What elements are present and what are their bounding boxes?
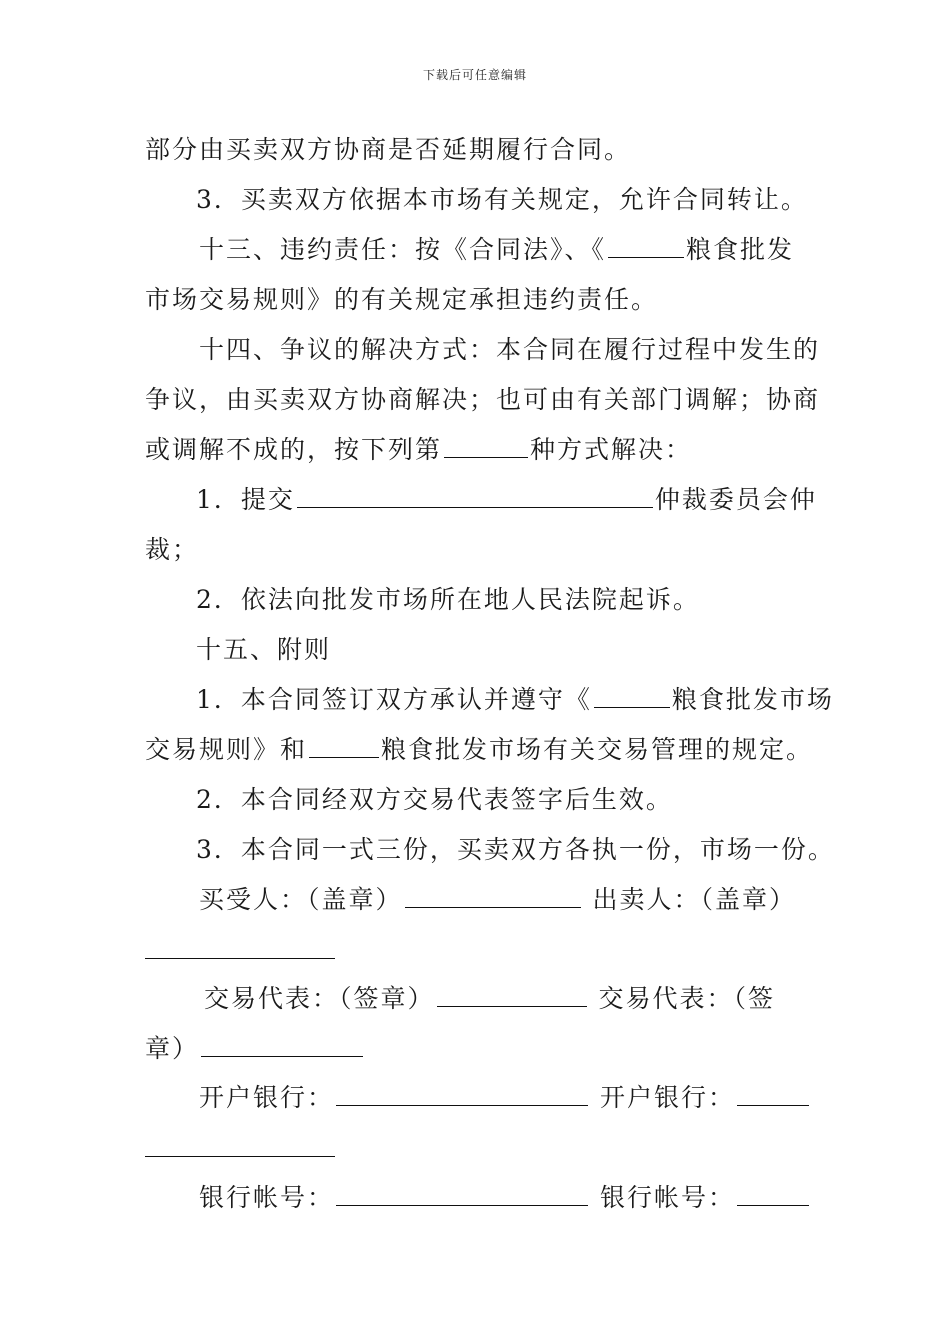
buyer-seal-label: 买受人：（盖章） bbox=[199, 885, 403, 914]
para-line bbox=[199, 234, 794, 266]
seller-rep-label-cont: 章） bbox=[145, 1034, 200, 1063]
para-text: 粮食批发 bbox=[686, 235, 795, 264]
blank-field[interactable] bbox=[309, 735, 379, 758]
blank-field[interactable] bbox=[297, 485, 653, 508]
para-text: 1．本合同签订双方承认并遵守《 bbox=[196, 685, 592, 714]
para-line: 十四、争议的解决方式：本合同在履行过程中发生的 bbox=[199, 335, 821, 364]
signature-line bbox=[199, 884, 796, 916]
account-line bbox=[199, 1182, 811, 1214]
bank-line bbox=[199, 1082, 811, 1114]
blank-field[interactable] bbox=[608, 235, 684, 258]
para-text: 仲裁委员会仲 bbox=[654, 485, 817, 514]
signature-line bbox=[145, 1033, 365, 1065]
para-line: 裁； bbox=[145, 535, 200, 564]
seller-rep-field[interactable] bbox=[201, 1034, 363, 1057]
seller-account-label: 银行帐号： bbox=[599, 1183, 735, 1212]
para-line bbox=[145, 434, 692, 466]
seller-bank-field[interactable] bbox=[737, 1083, 809, 1106]
para-text: 十三、违约责任：按《合同法》、《 bbox=[199, 235, 607, 264]
para-line: 3．买卖双方依据本市场有关规定，允许合同转让。 bbox=[196, 185, 808, 214]
seller-account-field[interactable] bbox=[737, 1183, 809, 1206]
para-text: 1．提交 bbox=[196, 485, 295, 514]
para-line: 2．本合同经双方交易代表签字后生效。 bbox=[196, 785, 673, 814]
page-header: 下载后可任意编辑 bbox=[422, 68, 527, 82]
para-line: 争议，由买卖双方协商解决；也可由有关部门调解；协商 bbox=[145, 385, 821, 414]
para-text: 或调解不成的，按下列第 bbox=[145, 435, 443, 464]
buyer-seal-field[interactable] bbox=[405, 885, 581, 908]
buyer-bank-label: 开户银行： bbox=[199, 1083, 335, 1112]
para-text: 种方式解决： bbox=[530, 435, 693, 464]
seller-bank-field-cont[interactable] bbox=[145, 1156, 335, 1157]
buyer-account-label: 银行帐号： bbox=[199, 1183, 335, 1212]
para-line: 市场交易规则》的有关规定承担违约责任。 bbox=[145, 285, 659, 314]
para-line bbox=[145, 734, 813, 766]
para-line bbox=[196, 484, 817, 516]
para-line: 2．依法向批发市场所在地人民法院起诉。 bbox=[196, 585, 700, 614]
seller-rep-label: 交易代表：（签 bbox=[598, 984, 775, 1013]
blank-field[interactable] bbox=[594, 685, 670, 708]
blank-field[interactable] bbox=[444, 435, 528, 458]
section-heading: 十五、附则 bbox=[196, 635, 332, 664]
buyer-account-field[interactable] bbox=[336, 1183, 588, 1206]
para-text: 粮食批发市场有关交易管理的规定。 bbox=[381, 735, 814, 764]
para-text: 粮食批发市场 bbox=[671, 685, 834, 714]
buyer-bank-field[interactable] bbox=[336, 1083, 588, 1106]
seller-bank-label: 开户银行： bbox=[599, 1083, 735, 1112]
para-line: 3．本合同一式三份，买卖双方各执一份，市场一份。 bbox=[196, 835, 835, 864]
buyer-rep-label: 交易代表：（签章） bbox=[204, 984, 435, 1013]
para-text: 交易规则》和 bbox=[145, 735, 308, 764]
seller-seal-field[interactable] bbox=[145, 958, 335, 959]
signature-line bbox=[204, 983, 775, 1015]
seller-seal-label: 出卖人：（盖章） bbox=[592, 885, 796, 914]
buyer-rep-field[interactable] bbox=[437, 984, 587, 1007]
para-line bbox=[196, 684, 834, 716]
para-line: 部分由买卖双方协商是否延期履行合同。 bbox=[145, 135, 632, 164]
